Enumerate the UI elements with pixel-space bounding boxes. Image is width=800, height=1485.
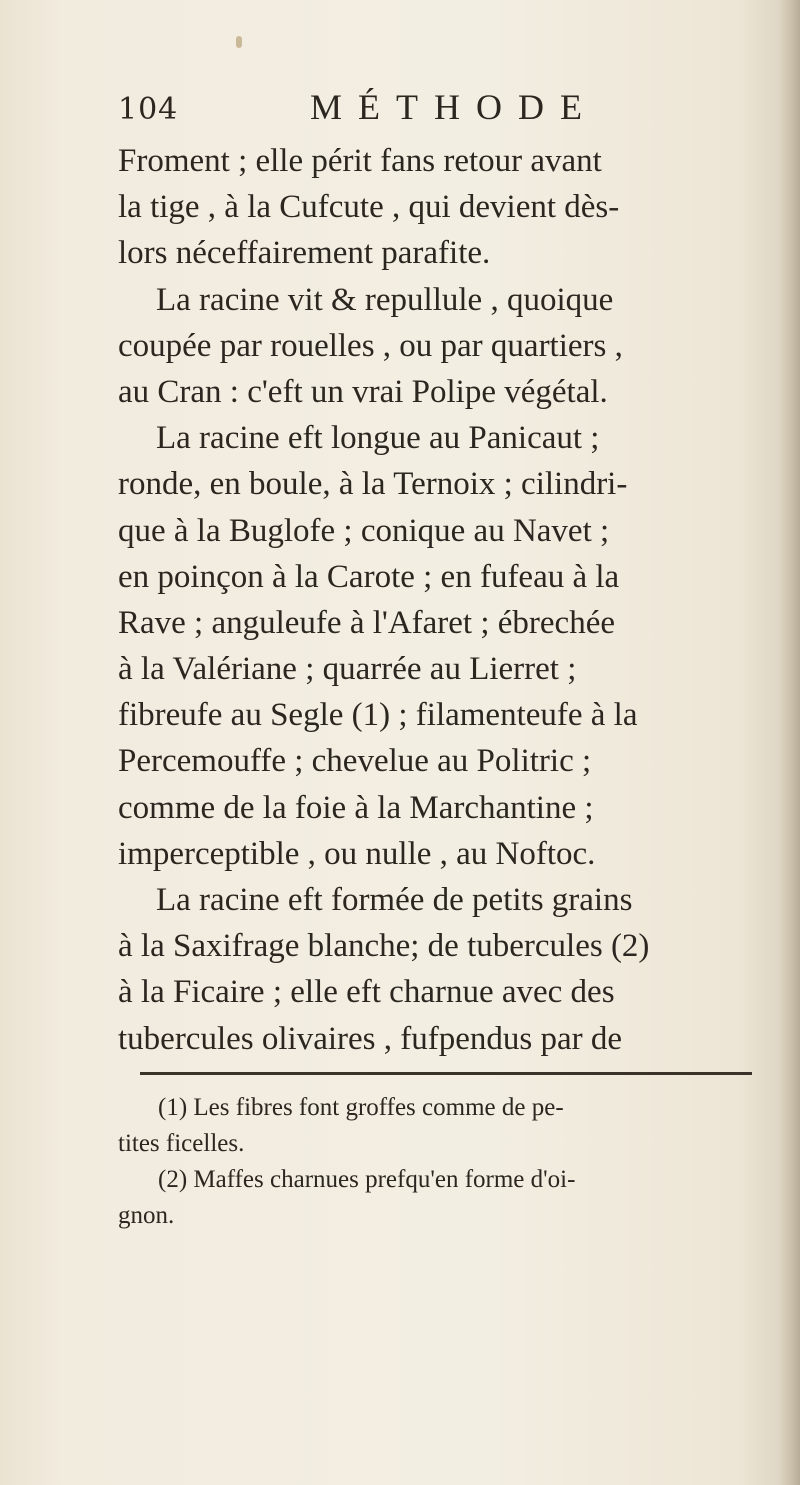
text-line: Percemouffe ; chevelue au Politric ; xyxy=(118,743,592,780)
paragraph-start-line: La racine vit & repullule , quoique xyxy=(156,281,614,318)
text-line: à la Ficaire ; elle eft charnue avec des xyxy=(118,974,615,1011)
page-number: 104 xyxy=(118,92,179,127)
text-line: au Cran : c'eft un vrai Polipe végétal. xyxy=(118,373,608,410)
footnote-1-continuation: tites ficelles. xyxy=(118,1130,245,1157)
text-line: lors néceffairement parafite. xyxy=(118,235,491,272)
text-line: fibreufe au Segle (1) ; filamenteufe à la xyxy=(118,697,638,734)
footnote-rule xyxy=(140,1072,752,1075)
text-line: à la Saxifrage blanche; de tubercules (2) xyxy=(118,928,650,965)
body-text xyxy=(118,138,758,1062)
paragraph-start-line: La racine eft formée de petits grains xyxy=(156,882,633,918)
text-line: Froment ; elle périt fans retour avant xyxy=(118,143,602,179)
text-line: en poinçon à la Carote ; en fufeau à la xyxy=(118,558,620,595)
text-line: Rave ; anguleufe à l'Afaret ; ébrechée xyxy=(118,604,615,641)
footnotes xyxy=(118,1090,758,1234)
ink-stain xyxy=(236,36,242,48)
text-line: à la Valériane ; quarrée au Lierret ; xyxy=(118,651,577,688)
page-edge-shadow xyxy=(778,0,800,1485)
page-header xyxy=(118,86,678,136)
text-line: la tige , à la Cufcute , qui devient dès- xyxy=(118,189,620,226)
footnote-2: (2) Maffes charnues prefqu'en forme d'oi- xyxy=(158,1166,576,1193)
paragraph-start-line: La racine eft longue au Panicaut ; xyxy=(156,420,600,457)
text-line: imperceptible , ou nulle , au Noftoc. xyxy=(118,835,596,872)
footnote-1: (1) Les fibres font groffes comme de pe- xyxy=(158,1094,564,1121)
text-line: tubercules olivaires , fufpendus par de xyxy=(118,1020,622,1057)
running-title: MÉTHODE xyxy=(310,87,598,127)
text-line: que à la Buglofe ; conique au Navet ; xyxy=(118,512,610,549)
text-line: comme de la foie à la Marchantine ; xyxy=(118,789,594,826)
text-line: ronde, en boule, à la Ternoix ; cilindri- xyxy=(118,466,628,503)
footnote-2-continuation: gnon. xyxy=(118,1202,175,1229)
text-line: coupée par rouelles , ou par quartiers , xyxy=(118,327,623,364)
